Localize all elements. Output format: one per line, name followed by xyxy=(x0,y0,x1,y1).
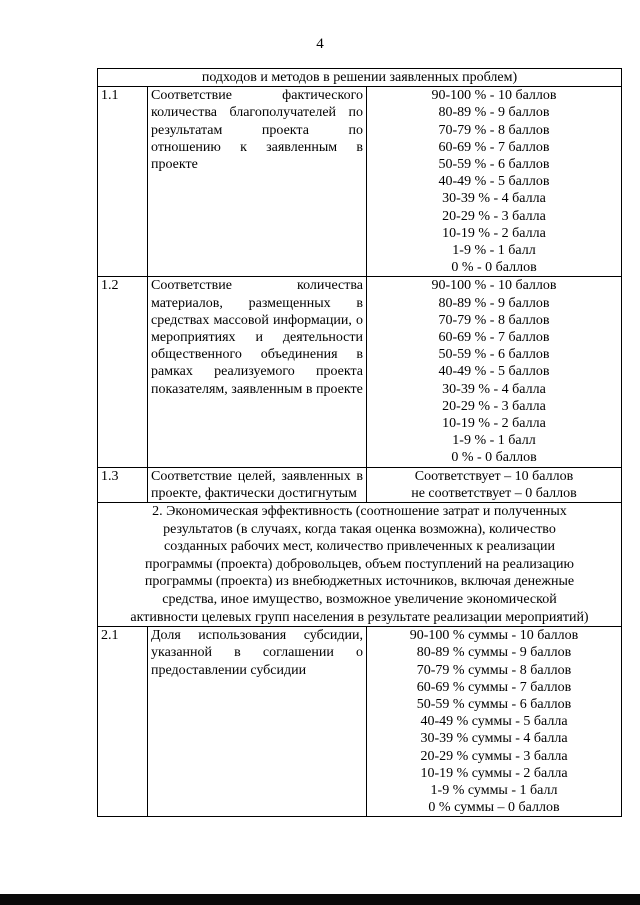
page-number: 4 xyxy=(316,36,324,52)
section-line: 2. Экономическая эффективность (соотношение затрат и полученных xyxy=(152,504,567,520)
score-line: 0 % суммы – 0 баллов xyxy=(428,800,560,816)
score-line: 90-100 % - 10 баллов xyxy=(431,88,557,104)
score-line: Соответствует – 10 баллов xyxy=(414,468,574,484)
score-line: 60-69 % - 7 баллов xyxy=(438,139,550,155)
score-line: 10-19 % - 2 балла xyxy=(442,416,546,432)
score-line: 60-69 % суммы - 7 баллов xyxy=(416,679,572,695)
score-line: 20-29 % суммы - 3 балла xyxy=(420,748,568,764)
score-line: 40-49 % - 5 баллов xyxy=(438,364,550,380)
score-line: 90-100 % суммы - 10 баллов xyxy=(409,628,579,644)
table-row xyxy=(98,277,622,467)
score-line: 50-59 % суммы - 6 баллов xyxy=(416,697,572,713)
scores-cell xyxy=(367,87,622,277)
score-line: 40-49 % суммы - 5 балла xyxy=(420,714,568,730)
score-line: 0 % - 0 баллов xyxy=(451,450,537,466)
section-line: активности целевых групп населения в результате реализации мероприятий) xyxy=(130,609,589,625)
table-row xyxy=(98,467,622,502)
score-line: 1-9 % - 1 балл xyxy=(452,243,536,259)
intro-cell xyxy=(98,69,622,87)
scores-cell xyxy=(367,467,622,502)
criterion-text: Соответствие фактического количества благополучателей по результатам проекта по отношению к заявленным в проекте xyxy=(151,88,363,173)
score-line: 1-9 % суммы - 1 балл xyxy=(430,783,558,799)
table-row xyxy=(98,69,622,87)
score-line: 20-29 % - 3 балла xyxy=(442,208,546,224)
section-line: созданных рабочих мест, количество привлеченных к реализации xyxy=(164,539,555,555)
criterion-cell xyxy=(148,277,367,467)
score-line: 80-89 % суммы - 9 баллов xyxy=(416,645,572,661)
scores-cell xyxy=(367,277,622,467)
criterion-text: Соответствие количества материалов, размещенных в средствах массовой информации, о мероприятиях и деятельности общественного объединения в рамках реализуемого проекта показателям, заявленным в проекте xyxy=(151,278,363,397)
score-line: 50-59 % - 6 баллов xyxy=(438,347,550,363)
score-line: 90-100 % - 10 баллов xyxy=(431,278,557,294)
score-line: 20-29 % - 3 балла xyxy=(442,398,546,414)
section-heading xyxy=(98,503,622,627)
scan-edge-gap xyxy=(0,891,640,894)
score-line: 70-79 % - 8 баллов xyxy=(438,122,550,138)
row-number: 1.1 xyxy=(98,87,148,277)
score-line: 60-69 % - 7 баллов xyxy=(438,330,550,346)
score-line: 80-89 % - 9 баллов xyxy=(438,105,550,121)
score-line: 30-39 % суммы - 4 балла xyxy=(420,731,568,747)
score-line: не соответствует – 0 баллов xyxy=(411,485,577,501)
criterion-cell xyxy=(148,467,367,502)
score-line: 70-79 % - 8 баллов xyxy=(438,312,550,328)
table-row xyxy=(98,503,622,627)
row-number: 2.1 xyxy=(98,627,148,817)
criteria-table xyxy=(97,68,622,817)
score-line: 50-59 % - 6 баллов xyxy=(438,157,550,173)
criterion-text: Доля использования субсидии, указанной в соглашении о предоставлении субсидии xyxy=(151,628,363,678)
score-line: 40-49 % - 5 баллов xyxy=(438,174,550,190)
score-line: 10-19 % суммы - 2 балла xyxy=(420,765,568,781)
section-line: программы (проекта) из внебюджетных источников, включая денежные xyxy=(144,574,575,590)
criterion-cell xyxy=(148,87,367,277)
table-row xyxy=(98,87,622,277)
intro-text: подходов и методов в решении заявленных проблем) xyxy=(201,70,518,85)
row-number: 1.2 xyxy=(98,277,148,467)
section-line: средства, иное имущество, возможное увеличение экономической xyxy=(162,592,557,608)
criterion-cell xyxy=(148,627,367,817)
score-line: 0 % - 0 баллов xyxy=(451,260,537,276)
score-line: 30-39 % - 4 балла xyxy=(442,381,546,397)
score-line: 80-89 % - 9 баллов xyxy=(438,295,550,311)
score-line: 70-79 % суммы - 8 баллов xyxy=(416,662,572,678)
section-line: результатов (в случаях, когда такая оценка возможна), количество xyxy=(163,521,556,537)
scores-cell xyxy=(367,627,622,817)
score-line: 10-19 % - 2 балла xyxy=(442,225,546,241)
criterion-text: Соответствие целей, заявленных в проекте, фактически достигнутым xyxy=(151,468,363,501)
section-line: программы (проекта) добровольцев, объем поступлений на реализацию xyxy=(145,556,574,572)
score-line: 1-9 % - 1 балл xyxy=(452,433,536,449)
table-row xyxy=(98,627,622,817)
score-line: 30-39 % - 4 балла xyxy=(442,191,546,207)
scan-edge-bar xyxy=(0,891,640,905)
row-number: 1.3 xyxy=(98,467,148,502)
